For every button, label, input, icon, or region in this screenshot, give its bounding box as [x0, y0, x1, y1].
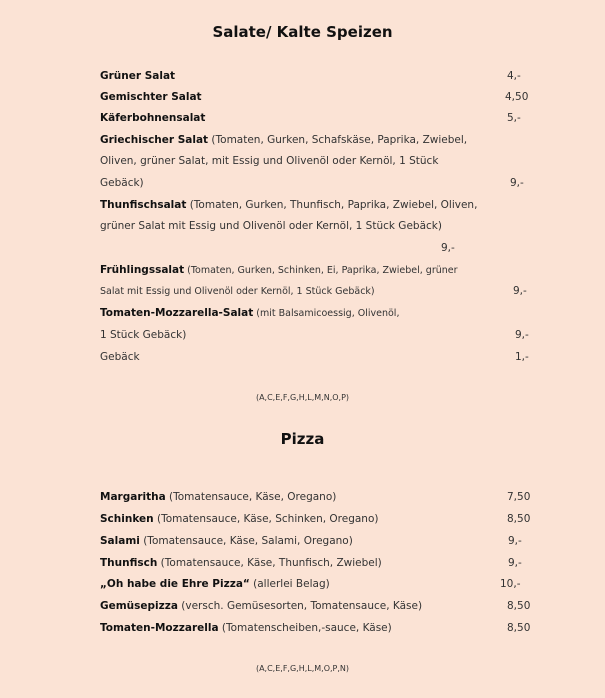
menu-item-gemuesepizza [100, 596, 422, 617]
menu-item-tomaten-mozzarella [100, 618, 392, 639]
item-name: Gemischter Salat [100, 91, 202, 103]
item-price: 9,- [441, 242, 455, 254]
item-name: Salami [100, 535, 140, 547]
item-name: Frühlingssalat [100, 264, 185, 276]
item-description: (allerlei Belag) [249, 578, 330, 590]
item-description-line: 1 Stück Gebäck) [100, 329, 187, 341]
item-name: „Oh habe die Ehre Pizza“ [100, 578, 250, 590]
menu-item-kaeferbohnensalat [100, 108, 205, 129]
salate-allergens: (A,C,E,F,G,H,L,M,N,O,P) [255, 393, 350, 402]
item-price: 8,50 [507, 622, 531, 634]
menu-item-thunfisch [100, 553, 382, 574]
item-description-line: Gebäck) [100, 177, 144, 189]
item-description: Gebäck [100, 351, 140, 363]
menu-item-schinken [100, 509, 378, 530]
item-price: 9,- [510, 177, 524, 189]
menu-item-gebaeck [100, 347, 140, 368]
item-price: 9,- [508, 557, 522, 569]
item-name: Grüner Salat [100, 70, 176, 82]
item-description: (Tomatensauce, Käse, Oregano) [165, 491, 337, 503]
item-description: (Tomatenscheiben,-sauce, Käse) [218, 622, 392, 634]
item-description: (Tomaten, Gurken, Thunfisch, Paprika, Zwiebel, Oliven, [186, 199, 478, 211]
item-price: 8,50 [507, 513, 531, 525]
item-name: Thunfischsalat [100, 199, 187, 211]
item-price: 9,- [508, 535, 522, 547]
menu-item-fruehlingssalat [100, 260, 458, 281]
item-description: (Tomaten, Gurken, Schafskäse, Paprika, Zwiebel, [208, 134, 468, 146]
item-price: 1,- [515, 351, 529, 363]
item-name: Griechischer Salat [100, 134, 209, 146]
item-price: 7,50 [507, 491, 531, 503]
pizza-heading: Pizza [280, 430, 325, 448]
item-description: (Tomatensauce, Käse, Schinken, Oregano) [153, 513, 379, 525]
item-description: (Tomatensauce, Käse, Thunfisch, Zwiebel) [157, 557, 382, 569]
menu-item-oh-habe-die-ehre-pizza [100, 574, 330, 595]
item-name: Tomaten-Mozzarella-Salat [100, 307, 254, 319]
item-description-line: grüner Salat mit Essig und Olivenöl oder Kernöl, 1 Stück Gebäck) [100, 220, 442, 232]
item-price: 4,- [507, 70, 521, 82]
item-name: Käferbohnensalat [100, 112, 206, 124]
item-price: 10,- [500, 578, 521, 590]
item-description: (Tomaten, Gurken, Schinken, Ei, Paprika, Zwiebel, grüner [184, 265, 458, 276]
menu-item-margaritha [100, 487, 336, 508]
menu-item-gruener-salat [100, 66, 175, 87]
item-description-line: Salat mit Essig und Olivenöl oder Kernöl, 1 Stück Gebäck) [100, 286, 375, 297]
item-name: Tomaten-Mozzarella [100, 622, 219, 634]
item-price: 9,- [513, 285, 527, 297]
item-name: Gemüsepizza [100, 600, 178, 612]
item-name: Schinken [100, 513, 154, 525]
menu-item-gemischter-salat [100, 87, 202, 108]
pizza-allergens: (A,C,E,F,G,H,L,M,O,P,N) [255, 664, 350, 673]
menu-item-tomaten-mozzarella-salat [100, 303, 399, 324]
item-name: Thunfisch [100, 557, 158, 569]
item-description-line: Oliven, grüner Salat, mit Essig und Olivenöl oder Kernöl, 1 Stück [100, 155, 439, 167]
menu-item-salami [100, 531, 353, 552]
menu-item-thunfischsalat [100, 195, 477, 216]
menu-item-griechischer-salat [100, 130, 467, 151]
item-description: (mit Balsamicoessig, Olivenöl, [253, 308, 400, 319]
salate-heading: Salate/ Kalte Speizen [212, 23, 393, 41]
item-description: (versch. Gemüsesorten, Tomatensauce, Käse) [177, 600, 423, 612]
item-price: 9,- [515, 329, 529, 341]
item-price: 4,50 [505, 91, 529, 103]
item-name: Margaritha [100, 491, 166, 503]
item-price: 5,- [507, 112, 521, 124]
item-description: (Tomatensauce, Käse, Salami, Oregano) [139, 535, 353, 547]
item-price: 8,50 [507, 600, 531, 612]
